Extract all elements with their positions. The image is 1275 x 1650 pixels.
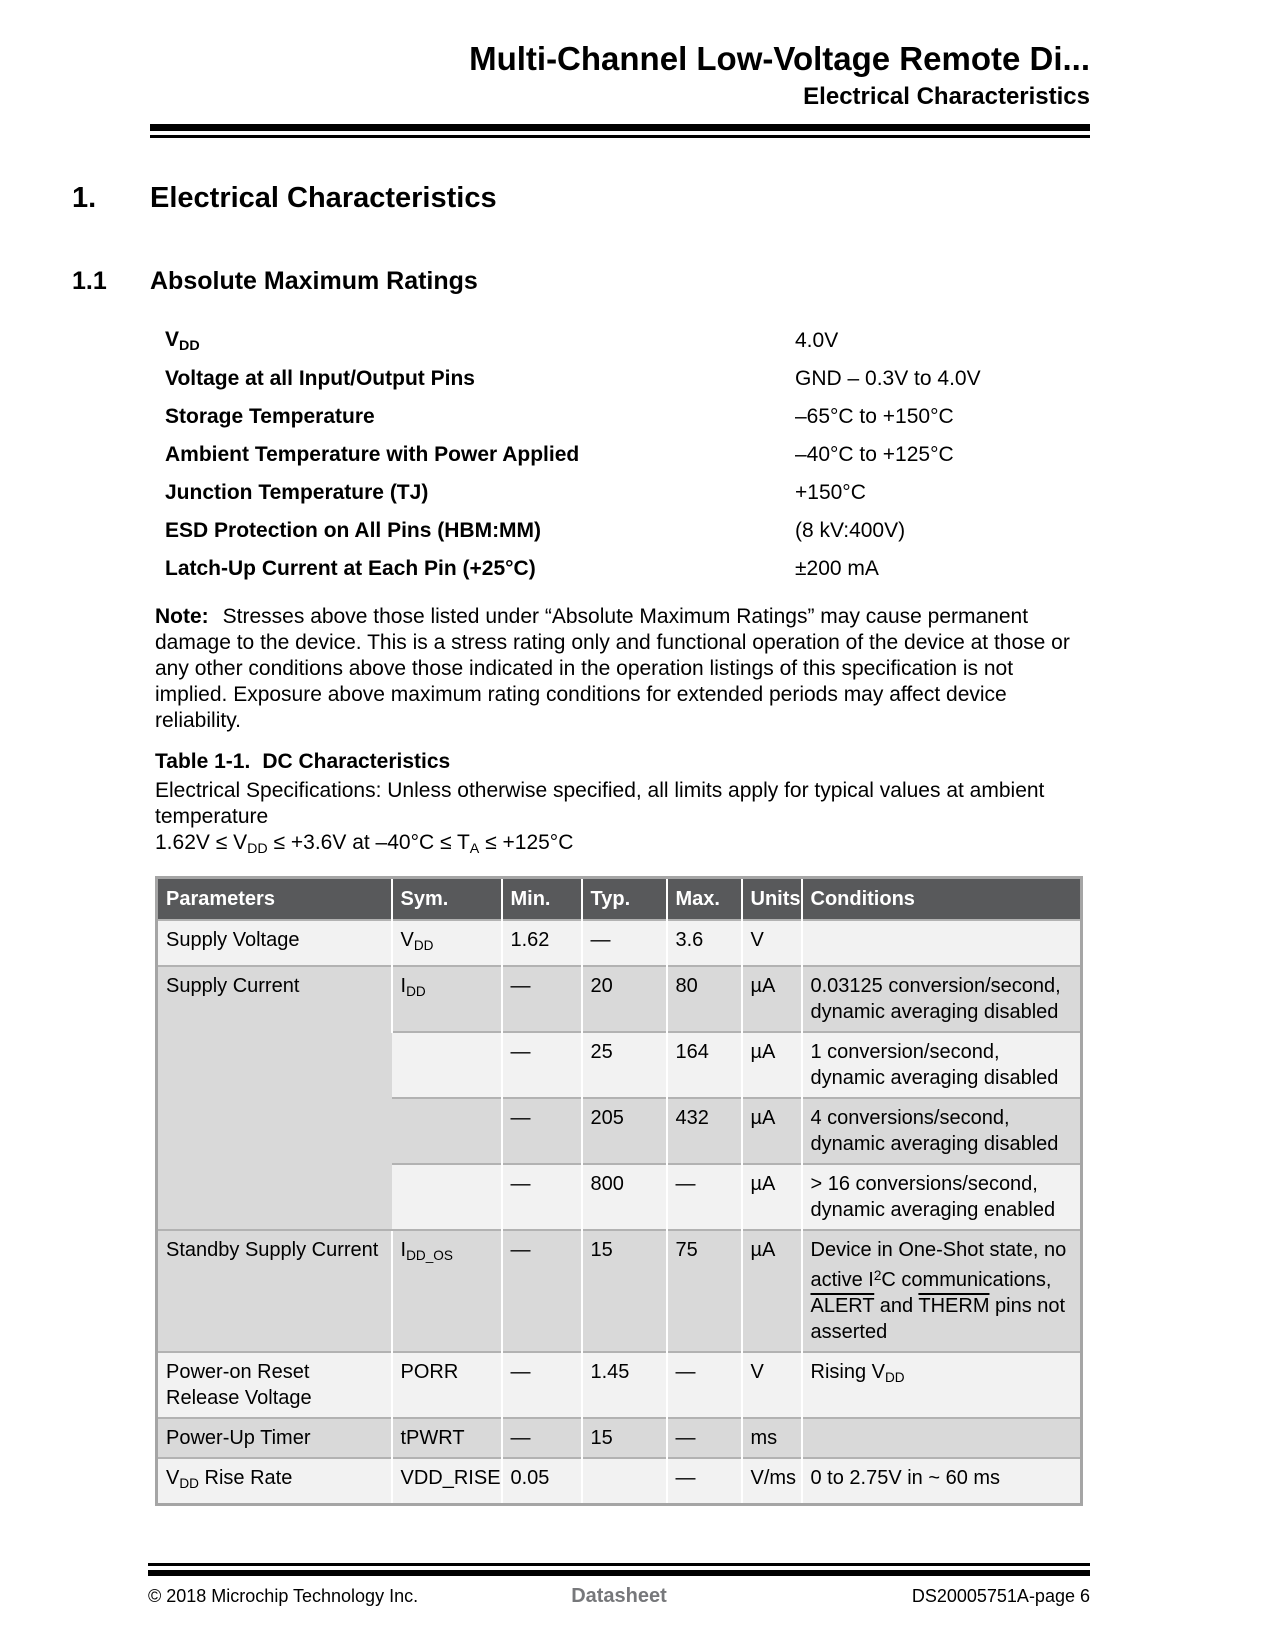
cell-max: 164 xyxy=(667,1032,742,1098)
section-title: Electrical Characteristics xyxy=(150,182,497,214)
footer-copyright: © 2018 Microchip Technology Inc. xyxy=(148,1586,419,1606)
footer-doc-type: Datasheet xyxy=(571,1585,667,1607)
cell-typ: 25 xyxy=(582,1032,667,1098)
cell-typ: 800 xyxy=(582,1164,667,1230)
rating-label: Latch-Up Current at Each Pin (+25°C) xyxy=(165,557,536,580)
cell-typ: 205 xyxy=(582,1098,667,1164)
document-header xyxy=(150,0,1090,138)
cell-sym: PORR xyxy=(392,1352,502,1418)
table-row xyxy=(157,1458,1082,1504)
cell-conditions: > 16 conversions/second, dynamic averaging enabled xyxy=(802,1164,1082,1230)
page-footer xyxy=(148,1563,1090,1608)
cell-sym xyxy=(392,1164,502,1230)
header-rules xyxy=(150,124,1090,138)
rating-row xyxy=(150,398,1090,436)
cell-param: Power-Up Timer xyxy=(157,1418,392,1458)
table-row xyxy=(157,1230,1082,1352)
cell-min: — xyxy=(502,1352,582,1418)
cell-min: — xyxy=(502,1164,582,1230)
note-text: Stresses above those listed under “Absolute Maximum Ratings” may cause permanent damage to the device. This is a stress rating only and functional operation of the device at those or any other conditions above those indicated in the operation listings of this specification is not implied. Exposure above maximum rating conditions for extended periods may affect device reliability. xyxy=(155,605,1070,732)
note-label: Note: xyxy=(155,605,209,628)
subsection-heading xyxy=(72,267,1090,296)
cell-conditions xyxy=(802,1418,1082,1458)
rating-label: $V_{DD}$ xyxy=(165,328,200,354)
cell-min: — xyxy=(502,1230,582,1352)
cell-max: 75 xyxy=(667,1230,742,1352)
cell-typ: 1.45 xyxy=(582,1352,667,1418)
cell-sym xyxy=(392,1098,502,1164)
cell-max: 3.6 xyxy=(667,920,742,966)
rating-value: 4.0V xyxy=(795,329,839,352)
rating-row xyxy=(150,360,1090,398)
table-spec xyxy=(155,778,1090,862)
section-number: 1. xyxy=(72,182,97,214)
rating-row xyxy=(150,550,1090,588)
table-row xyxy=(157,966,1082,1032)
cell-conditions: 0.03125 conversion/second, dynamic averaging disabled xyxy=(802,966,1082,1032)
cell-units: µA xyxy=(742,1230,802,1352)
col-header-min: Min. xyxy=(502,877,582,920)
cell-units: µA xyxy=(742,1098,802,1164)
cell-typ: — xyxy=(582,920,667,966)
cell-sym: $V_{DD}$ xyxy=(392,920,502,966)
cell-max: — xyxy=(667,1352,742,1418)
col-header-typ: Typ. xyxy=(582,877,667,920)
cell-min: — xyxy=(502,966,582,1032)
cell-conditions: 4 conversions/second, dynamic averaging disabled xyxy=(802,1098,1082,1164)
cell-typ: 15 xyxy=(582,1418,667,1458)
rating-value: GND – 0.3V to 4.0V xyxy=(795,367,981,390)
cell-max: 432 xyxy=(667,1098,742,1164)
rating-value: –40°C to +125°C xyxy=(795,443,954,466)
cell-units: ms xyxy=(742,1418,802,1458)
cell-max: — xyxy=(667,1418,742,1458)
subsection-title: Absolute Maximum Ratings xyxy=(150,267,478,295)
cell-sym: VDD_RISE xyxy=(392,1458,502,1504)
cell-typ: 15 xyxy=(582,1230,667,1352)
absolute-maximum-ratings-list xyxy=(150,322,1090,588)
footer-row xyxy=(148,1585,1090,1608)
table-header-row xyxy=(157,877,1082,920)
cell-max: 80 xyxy=(667,966,742,1032)
header-rule-thin xyxy=(150,135,1090,138)
rating-value: +150°C xyxy=(795,481,866,504)
table-spec-line2: $1.62V \le V_{DD} \le +3.6V$ at $-40^\circ C \le T_A \le +125^\circ C$ xyxy=(155,831,574,857)
rating-label: Ambient Temperature with Power Applied xyxy=(165,443,580,466)
col-header-units: Units xyxy=(742,877,802,920)
header-rule-thick xyxy=(150,124,1090,131)
cell-units: V/ms xyxy=(742,1458,802,1504)
cell-sym: tPWRT xyxy=(392,1418,502,1458)
cell-units: µA xyxy=(742,966,802,1032)
table-caption-label: Table 1-1. xyxy=(155,750,251,773)
dc-characteristics-table xyxy=(155,876,1083,1506)
rating-row xyxy=(150,474,1090,512)
cell-param: Supply Current xyxy=(157,966,392,1230)
cell-units: V xyxy=(742,920,802,966)
cell-typ: 20 xyxy=(582,966,667,1032)
cell-param: Power-on Reset Release Voltage xyxy=(157,1352,392,1418)
col-header-conditions: Conditions xyxy=(802,877,1082,920)
footer-page-number: DS20005751A-page 6 xyxy=(911,1586,1090,1606)
cell-sym: $I_{DD\_OS}$ xyxy=(392,1230,502,1352)
col-header-max: Max. xyxy=(667,877,742,920)
cell-conditions: 0 to 2.75V in ~ 60 ms xyxy=(802,1458,1082,1504)
note-paragraph xyxy=(155,604,1090,734)
table-caption-title: DC Characteristics xyxy=(262,750,451,773)
col-header-parameters: Parameters xyxy=(157,877,392,920)
rating-value: (8 kV:400V) xyxy=(795,519,906,542)
cell-min: — xyxy=(502,1032,582,1098)
cell-typ xyxy=(582,1458,667,1504)
table-row xyxy=(157,1418,1082,1458)
document-subtitle: Electrical Characteristics xyxy=(803,83,1090,110)
cell-units: µA xyxy=(742,1032,802,1098)
table-row xyxy=(157,920,1082,966)
cell-sym: $I_{DD}$ xyxy=(392,966,502,1032)
rating-row xyxy=(150,436,1090,474)
rating-value: ±200 mA xyxy=(795,557,879,580)
cell-min: 0.05 xyxy=(502,1458,582,1504)
table-spec-line1: Electrical Specifications: Unless otherwise specified, all limits apply for typical values at ambient temperature xyxy=(155,779,1045,828)
cell-param: Supply Voltage xyxy=(157,920,392,966)
cell-conditions xyxy=(802,920,1082,966)
cell-conditions: 1 conversion/second, dynamic averaging disabled xyxy=(802,1032,1082,1098)
section-heading xyxy=(72,182,1090,215)
cell-units: V xyxy=(742,1352,802,1418)
table-row xyxy=(157,1352,1082,1418)
rating-value: –65°C to +150°C xyxy=(795,405,954,428)
footer-rule-thin xyxy=(148,1563,1090,1566)
rating-label: ESD Protection on All Pins (HBM:MM) xyxy=(165,519,542,542)
document-title: Multi-Channel Low-Voltage Remote Di... xyxy=(469,40,1090,77)
col-header-sym: Sym. xyxy=(392,877,502,920)
cell-max: — xyxy=(667,1164,742,1230)
rating-row xyxy=(150,512,1090,550)
cell-conditions: Rising $V_{DD}$ xyxy=(802,1352,1082,1418)
rating-label: Storage Temperature xyxy=(165,405,375,428)
rating-label: Junction Temperature (TJ) xyxy=(165,481,429,504)
cell-max: — xyxy=(667,1458,742,1504)
table-caption xyxy=(155,750,1090,774)
footer-rule-thick xyxy=(148,1570,1090,1576)
rating-row xyxy=(150,322,1090,360)
cell-sym xyxy=(392,1032,502,1098)
rating-label: Voltage at all Input/Output Pins xyxy=(165,367,475,390)
subsection-number: 1.1 xyxy=(72,267,107,295)
cell-min: — xyxy=(502,1418,582,1458)
cell-conditions: Device in One-Shot state, no active $I^2C$ communications, ALERT and THERM pins not asserted xyxy=(802,1230,1082,1352)
cell-units: µA xyxy=(742,1164,802,1230)
cell-min: 1.62 xyxy=(502,920,582,966)
cell-min: — xyxy=(502,1098,582,1164)
cell-param: $V_{DD}$ Rise Rate xyxy=(157,1458,392,1504)
cell-param: Standby Supply Current xyxy=(157,1230,392,1352)
